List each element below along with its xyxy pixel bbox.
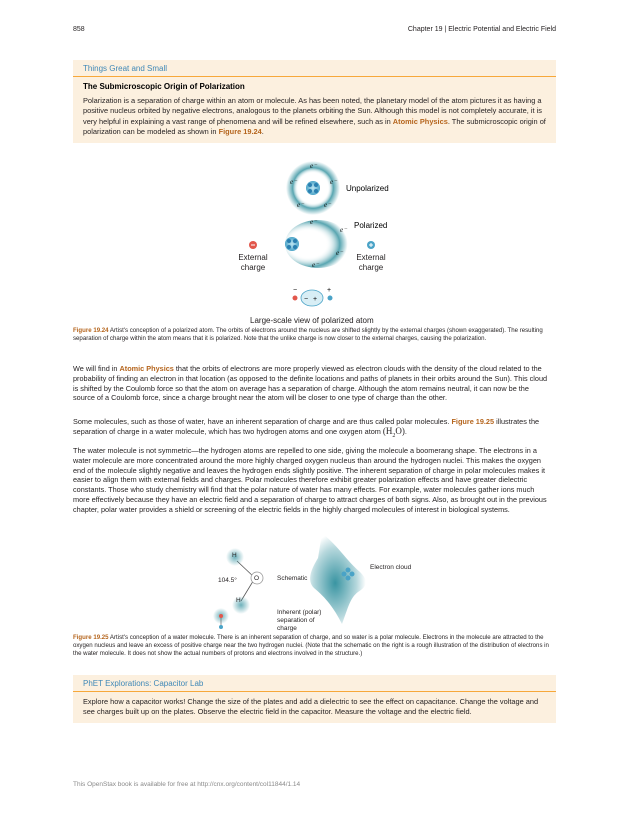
electron-label: e⁻	[336, 249, 343, 257]
electron-cloud-label: Electron cloud	[370, 564, 412, 571]
paragraph-2: Some molecules, such as those of water, have an inherent separation of charge and are thus called polar molecules. Figure 19.25 illustrates the separation of charge in a water molecule, which has two hydrogen atoms and one oxygen atom $(H_2O)$.	[73, 417, 540, 439]
paragraph-3: The water molecule is not symmetric—the hydrogen atoms are repelled to one side, giving the molecule a boomerang shape. The electrons in a water molecule are more concentrated around the more highly charged oxygen nucleus than around the hydrogen nuclei. This makes the oxygen end of the molecule slightly negative and leaves the hydrogen ends slightly positive. The inherent separation of charge in polar molecules makes it easier to align them with external fields and charges. Polar molecules therefore exhibit greater polarization effects and have greater dielectric constants. Those who study chemistry will find that the polar nature of water has many effects. For example, water molecules gather ions much more effectively because they have an electric field and a separation of charge to attract charges of both signs. Also, as brought out in the previous chapter, polar water provides a shield or screening of the electric fields in the highly charged molecules of interest in biological systems.	[73, 446, 547, 514]
schematic-label: Schematic	[277, 575, 308, 582]
electron-label: e⁻	[290, 178, 297, 186]
unpolarized-label: Unpolarized	[346, 184, 389, 193]
electron-label: e⁻	[297, 201, 304, 209]
negative-charge-icon	[293, 296, 298, 301]
electron-label: e⁻	[340, 226, 347, 234]
water-formula: $(H_2O)$	[382, 425, 405, 439]
paragraph-1: We will find in Atomic Physics that the orbits of electrons are more properly viewed as electron clouds with the density of the cloud related to the probability of finding an electron in that location (as opposed to the definite locations and paths of planets in their orbits around the Sun). This cloud is shifted by the Coulomb force so that the atom on average has a separation of charge. Although the atom remains neutral, it can now be the source of a Coulomb force, since a charge brought near the atom will be closer to one type of charge than the other.	[73, 364, 548, 403]
positive-charge-icon	[219, 625, 223, 629]
figure-19-25-link[interactable]: Figure 19.25	[451, 417, 495, 426]
figure-19-25-caption: Figure 19.25 Artist's conception of a water molecule. There is an inherent separation of charge, and so water is a polar molecule. Electrons in the molecule are attracted to the oxygen nucleus and leave an excess of positive charge near the two hydrogen nuclei. (Note that the schematic on the right is a rough illustration of the distribution of electrons in the water molecule. It does not show the actual numbers of protons and electrons involved in the structure.)	[73, 634, 549, 658]
oxygen-label: O	[254, 575, 260, 582]
phet-box	[73, 675, 556, 723]
figure-19-24-link[interactable]: Figure 19.24	[218, 126, 262, 136]
large-scale-label: Large-scale view of polarized atom	[250, 316, 374, 325]
electron-label: e⁻	[324, 201, 331, 209]
minus-sign: −	[293, 287, 298, 294]
positive-charge-icon	[328, 296, 333, 301]
hydrogen-label: H	[236, 597, 241, 604]
external-charge-left-label: External charge	[238, 253, 268, 272]
inherent-separation-label: Inherent (polar) separation of charge	[277, 609, 322, 632]
feature-box	[73, 60, 556, 143]
figure-19-24-caption: Figure 19.24 Artist's conception of a polarized atom. The orbits of electrons around the nucleus are shifted slightly by the external charges (shown exaggerated). The resulting separation of charge within the atom means that it is polarized. Note that the unlike charge is now closer to the external charges, causing the polarization.	[73, 327, 543, 343]
hydrogen-atom	[232, 596, 250, 614]
chapter-title: Chapter 19 | Electric Potential and Electric Field	[407, 26, 556, 33]
hydrogen-label: H	[232, 552, 237, 559]
minus-sign: −	[304, 296, 309, 303]
plus-sign: +	[313, 296, 318, 303]
external-charge-right-label: External charge	[356, 253, 386, 272]
page-number: 858	[73, 26, 85, 33]
atomic-physics-link-2[interactable]: Atomic Physics	[119, 364, 174, 373]
feature-box-title: Things Great and Small	[73, 60, 556, 77]
feature-box-text: Polarization is a separation of charge within an atom or molecule. As has been noted, the planetary model of the atom pictures it as having a positive nucleus orbited by negative electrons, analogous to the planets orbiting the Sun. Although this model is not completely accurate, it is very helpful in explaining a vast range of phenomena and will be refined elsewhere, such as in Atomic Physics. The submicroscopic origin of polarization can be modeled as shown in Figure 19.24.	[83, 96, 546, 136]
plus-sign: +	[327, 287, 332, 294]
footer-text: This OpenStax book is available for free at http://cnx.org/content/col11844/1.14	[73, 781, 301, 788]
figure-19-24-illustration	[230, 160, 430, 330]
negative-charge-icon	[219, 614, 223, 618]
bond-angle-label: 104.5°	[218, 577, 237, 584]
atomic-physics-link[interactable]: Atomic Physics	[392, 116, 448, 126]
phet-box-title[interactable]: PhET Explorations: Capacitor Lab	[73, 675, 556, 692]
polarized-label: Polarized	[354, 221, 388, 230]
electron-label: e⁻	[310, 218, 317, 226]
phet-box-text: Explore how a capacitor works! Change the size of the plates and add a dielectric to see the effect on capacitance. Change the voltage and see charges built up on the plates. Observe the electric field in the capacitor. Measure the voltage and the electric field.	[83, 697, 539, 717]
feature-box-heading: The Submicroscopic Origin of Polarization	[83, 82, 245, 91]
electron-label: e⁻	[312, 261, 319, 269]
electron-label: e⁻	[310, 162, 317, 170]
electron-label: e⁻	[330, 178, 337, 186]
